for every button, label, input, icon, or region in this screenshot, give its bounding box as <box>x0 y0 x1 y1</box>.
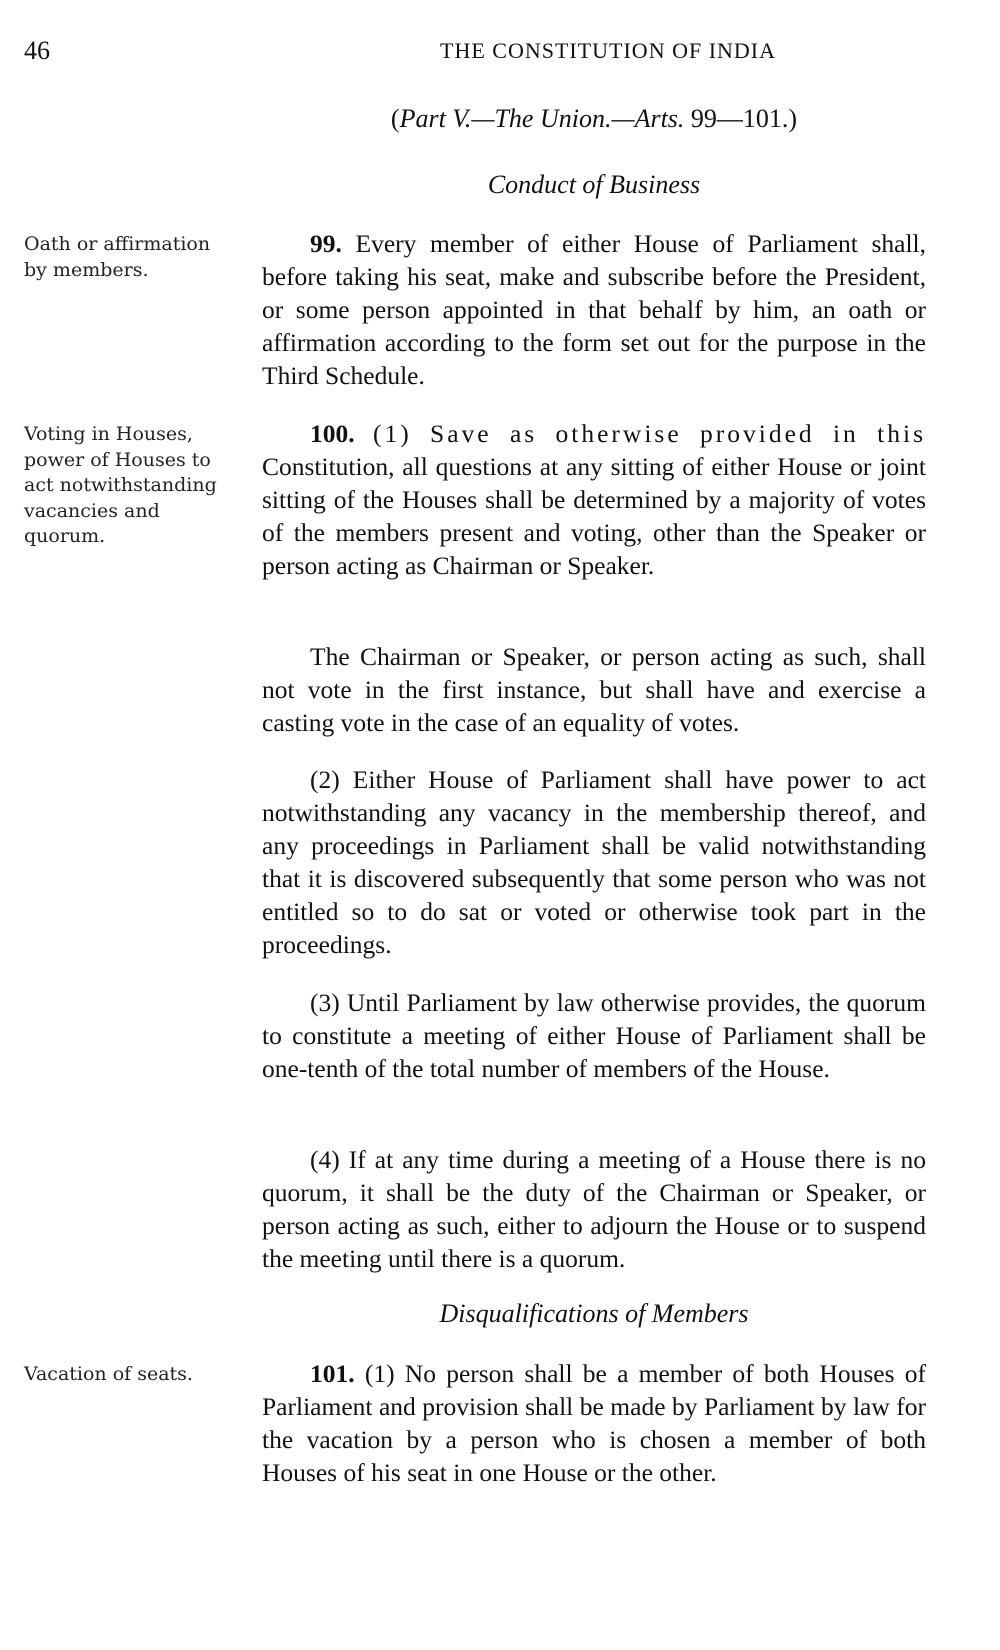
article-99 <box>262 227 926 392</box>
article-100-clause-4 <box>262 1143 926 1275</box>
part-reference <box>262 104 926 134</box>
article-100-clause-1 <box>262 417 926 582</box>
article-100-clause-1-lead: (1) Save as otherwise provided in this <box>354 419 926 448</box>
article-100-number: 100. <box>310 419 355 448</box>
margin-note-art101: Vacation of seats. <box>24 1363 193 1385</box>
article-101-number: 101. <box>310 1359 355 1388</box>
part-reference-part: Part V.—The Union.—Arts. <box>399 104 685 133</box>
article-101 <box>262 1357 926 1489</box>
article-101-text: (1) No person shall be a member of both Houses of Parliament and provision shall be made by Parliament by law for the vacation by a person who is chosen a member of both Houses of his seat in one House or the other. <box>262 1359 926 1487</box>
part-reference-open: ( <box>390 104 400 133</box>
article-100-proviso-text: The Chairman or Speaker, or person acting as such, shall not vote in the first instance, but shall have and exercise a casting vote in the case of an equality of votes. <box>262 642 926 737</box>
section-heading-disqualifications: Disqualifications of Members <box>439 1299 749 1328</box>
article-100-clause-3 <box>262 986 926 1085</box>
article-100-clause-1-rest: Constitution, all questions at any sitting of either House or joint sitting of the Houses shall be determined by a majority of votes of the members present and voting, other than the Speaker or person acting as Chairman or Speaker. <box>262 452 926 580</box>
article-100-clause-2 <box>262 763 926 961</box>
article-100-proviso <box>262 640 926 739</box>
margin-note-art100: Voting in Houses, power of Houses to act notwithstanding vacancies and quorum. <box>24 423 217 547</box>
running-title: THE CONSTITUTION OF INDIA <box>440 38 777 63</box>
margin-note-art99: Oath or affirmation by members. <box>24 233 211 281</box>
article-99-text: Every member of either House of Parliament shall, before taking his seat, make and subscribe before the President, or some person appointed in that behalf by him, an oath or affirmation according to the form set out for the purpose in the Third Schedule. <box>262 229 926 390</box>
article-100-clause-2-text: (2) Either House of Parliament shall have power to act notwithstanding any vacancy in the membership thereof, and any proceedings in Parliament shall be valid notwithstanding that it is discovered subsequently that some person who was not entitled so to do sat or voted or otherwise took part in the proceedings. <box>262 765 926 959</box>
article-100-clause-4-text: (4) If at any time during a meeting of a House there is no quorum, it shall be the duty of the Chairman or Speaker, or person acting as such, either to adjourn the House or to suspend the meeting until there is a quorum. <box>262 1145 926 1273</box>
section-heading-conduct: Conduct of Business <box>487 170 701 199</box>
article-99-number: 99. <box>310 229 342 258</box>
article-100-clause-3-text: (3) Until Parliament by law otherwise provides, the quorum to constitute a meeting of either House of Parliament shall be one-tenth of the total number of members of the House. <box>262 988 926 1083</box>
part-reference-numbers: 99—101.) <box>684 104 798 133</box>
page-number: 46 <box>24 36 50 65</box>
